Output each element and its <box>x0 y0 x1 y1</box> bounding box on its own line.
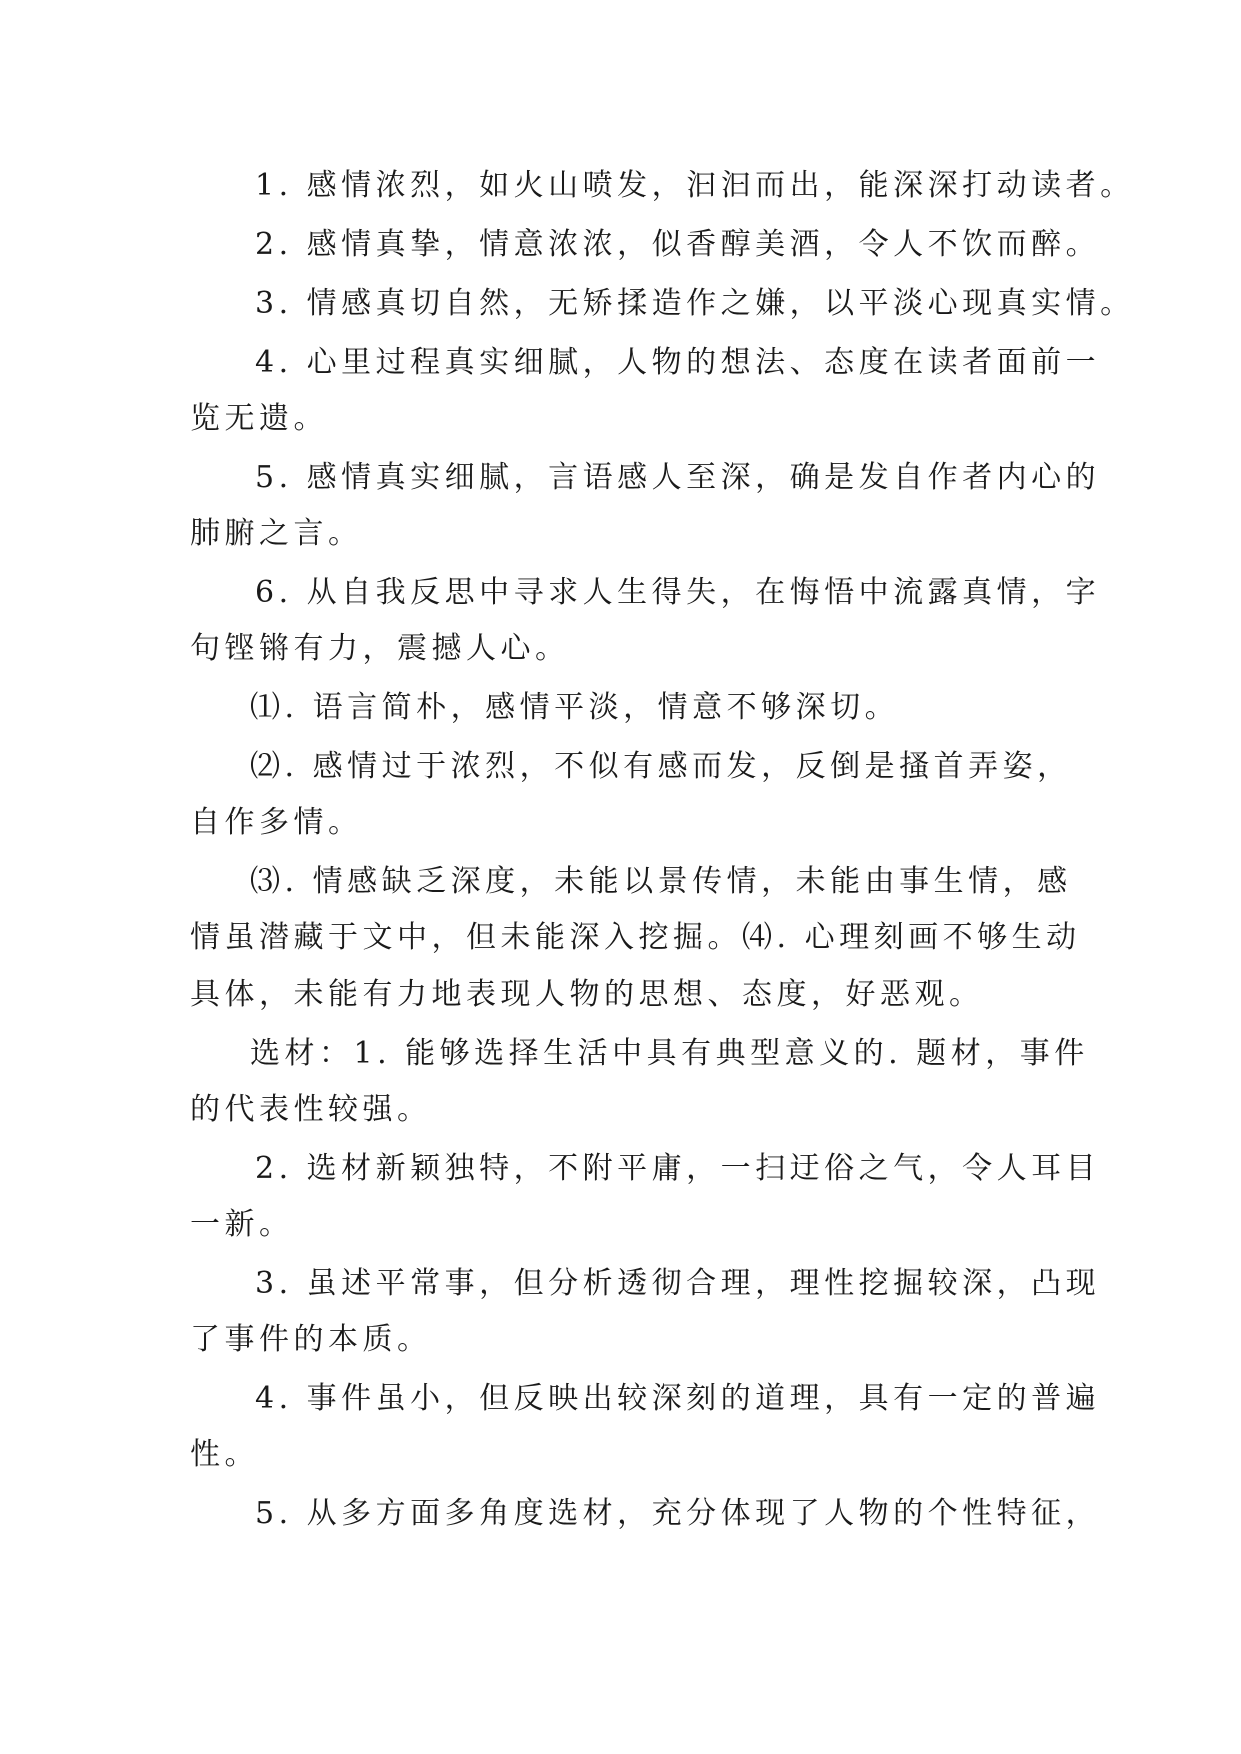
text-line: ⑴. 语言简朴，感情平淡，情意不够深切。 <box>250 690 900 725</box>
text-line: 了事件的本质。 <box>190 1322 432 1357</box>
text-line: 选材：1. 能够选择生活中具有典型意义的. 题材，事件 <box>250 1036 1089 1071</box>
text-line: 览无遗。 <box>190 401 328 436</box>
text-line: 2. 感情真挚，情意浓浓，似香醇美酒，令人不饮而醉。 <box>255 227 1101 262</box>
text-line: 具体，未能有力地表现人物的思想、态度，好恶观。 <box>190 977 984 1012</box>
text-line: 一新。 <box>190 1207 294 1242</box>
text-line: 5. 感情真实细腻，言语感人至深，确是发自作者内心的 <box>255 460 1101 495</box>
text-line: 4. 心里过程真实细腻，人物的想法、态度在读者面前一 <box>255 345 1101 380</box>
text-line: 1. 感情浓烈，如火山喷发，汩汩而出，能深深打动读者。 <box>255 168 1135 203</box>
text-line: 的代表性较强。 <box>190 1092 432 1127</box>
text-line: 5. 从多方面多角度选材，充分体现了人物的个性特征， <box>255 1496 1101 1531</box>
text-line: 肺腑之言。 <box>190 516 363 551</box>
text-line: 4. 事件虽小，但反映出较深刻的道理，具有一定的普遍 <box>255 1381 1101 1416</box>
text-line: 2. 选材新颖独特，不附平庸，一扫迂俗之气，令人耳目 <box>255 1151 1101 1186</box>
text-line: 3. 虽述平常事，但分析透彻合理，理性挖掘较深，凸现 <box>255 1266 1101 1301</box>
text-line: ⑶. 情感缺乏深度，未能以景传情，未能由事生情，感 <box>250 864 1072 899</box>
text-line: 情虽潜藏于文中，但未能深入挖掘。⑷. 心理刻画不够生动 <box>190 920 1081 955</box>
text-line: 自作多情。 <box>190 805 363 840</box>
text-line: 性。 <box>190 1437 259 1472</box>
text-line: 6. 从自我反思中寻求人生得失，在悔悟中流露真情，字 <box>255 575 1101 610</box>
text-line: 句铿锵有力，震撼人心。 <box>190 631 570 666</box>
text-line: 3. 情感真切自然，无矫揉造作之嫌，以平淡心现真实情。 <box>255 286 1135 321</box>
text-line: ⑵. 感情过于浓烈，不似有感而发，反倒是搔首弄姿， <box>250 749 1072 784</box>
